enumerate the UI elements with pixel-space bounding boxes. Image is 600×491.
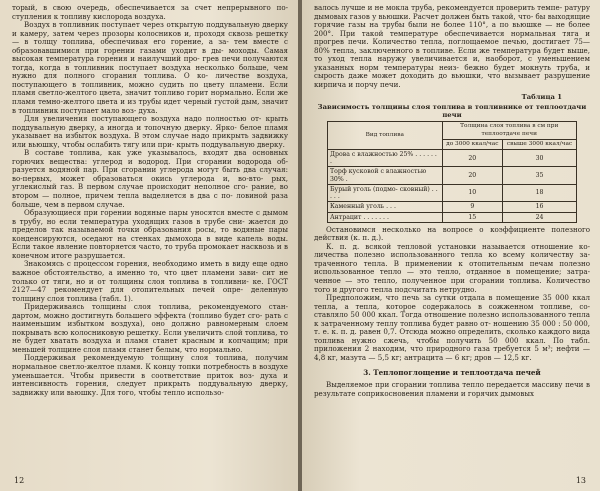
table-row [328, 184, 577, 201]
fuel-thickness-table [327, 121, 577, 222]
paragraph: Для увеличения поступающего воздуха надо полностью от- крыть поддувальную дверку, а иногда и топочную дверку. Ярко- белое пламя указывает на избыток воздуха. В этом случае надо прикрыть задвижку или вьюшку, чтобы ослабить тягу или при- крыть поддувальную дверку. [12, 114, 288, 149]
cell-b: 24 [503, 212, 577, 222]
cell-b: 18 [503, 184, 577, 201]
paragraph: валось лучше и не мокла труба, рекомендуется проверить темпе- ратуру дымовых газов у вьюшки. Расчет должен быть такой, что- бы выходящие горячие газы на трубы были не более 110°, а по вьюшке — не более 200°. При такой температуре обеспечивается нормальная тяга и прогрев печи. Количество тепла, поглощаемое печью, достигает 75—80% тепла, заключенного в топливе. Если же температура будет выше, то уход тепла наружу увеличивается и, наоборот, с уменьшением указанных норм температуры неиз- бежно будет мокнуть труба, и сырость даже может доходить до вьюшки, что вызывает разрушение кирпича и порчу печи. [314, 3, 590, 89]
table-title: Зависимость толщины слоя топлива в топливнике от теплоотдачи печи [317, 103, 587, 120]
cell-b: 16 [503, 202, 577, 212]
cell-fuel: Антрацит . . . . . . . [328, 212, 443, 222]
right-page-body-top [314, 4, 590, 89]
cell-a: 20 [442, 150, 503, 167]
paragraph: Выделяемое при сгорании топлива тепло передается массиву печи в результате соприкосновения пламени и горячих дымовых [314, 380, 590, 398]
section-heading: 3. Теплопоглощение и теплоотдача печей [363, 368, 541, 378]
table-header-b: свыше 3000 ккал/час [503, 139, 577, 149]
paragraph: Знакомясь с процессом горения, необходимо иметь в виду еще одно важное обстоятельство, а именно то, что цвет пламени зави- сит не только от тяги, но и от толщины слоя топлива в топливни- ке. ГОСТ 2127—47 рекомендует для отопительных печей опре- деленную толщину слоя топлива (табл. 1). [12, 259, 288, 303]
table-label: Таблица 1 [521, 93, 562, 102]
cell-fuel: Торф кусковой с влажностью 30% . [328, 167, 443, 184]
cell-b: 35 [503, 167, 577, 184]
paragraph: Придерживаясь толщины слоя топлива, рекомендуемого стан- дартом, можно достигнуть большего эффекта (топливо будет сго- рать с наименьшим избытком воздуха), оно должно равномерным слоем покрывать всю колосниковую решетку. Если увеличить слой топлива, то не будет хватать воздуха и пламя станет красным и копчащим; при меньшей толщине слоя пламя станет белым, что нормально. [12, 302, 288, 354]
paragraph: Воздух в топливник поступает через открытую поддувальную дверку и камеру, затем через прозоры колосников и, проходя сквозь решетку — в толщу топлива, обеспечивая его горение, а за- тем вместе с образовавшимися при горении газами уходит в ды- моходы. Самая высокая температура горения и наилучший про- грев печи получаются тогда, когда в топливник поступает воздуха несколько больше, чем нужно для полного сгорания топлива. О ко- личестве воздуха, поступающего в топливник, можно судить по цвету пламени. Если пламя светло-желтого цвета, значит топливо горит нормально. Если же пламя темно-желтого цвета и из трубы идет черный густой дым, значит в топливник поступает мало воз- духа. [12, 20, 288, 115]
paragraph: торый, в свою очередь, обеспечивается за счет непрерывного по- ступления к топливу кислорода воздуха. [12, 3, 288, 21]
cell-a: 9 [442, 202, 503, 212]
cell-a: 10 [442, 184, 503, 201]
paragraph: Образующиеся при горении водяные пары уносятся вместе с дымом в трубу, но если температура уходящих газов в трубе сни- жается до пределов так называемой точки образования росы, то водяные пары конденсируются, оседают на стенках дымохода в виде капель воды. Если такое явление повторяется часто, то труба промокает насквозь и в конечном итоге разрушается. [12, 208, 288, 260]
table-header-a: до 3000 ккал/час [442, 139, 503, 149]
paragraph: В составе топлива, как уже указывалось, входят два основных горючих вещества: углерод и водород. При сгорании водорода об- разуется водяной пар. При сгорании углерода могут быть два случая: во-первых, может образоваться окись углерода и, во-вто- рых, углекислый газ. В первом случае происходит неполное сго- рание, во втором — полное, причем тепла выделяется в два с по- ловиной раза больше, чем в первом случае. [12, 148, 288, 209]
table-1 [314, 93, 590, 222]
cell-fuel: Дрова с влажностью 25% . . . . . . . [328, 150, 443, 167]
cell-a: 20 [442, 167, 503, 184]
right-page [300, 0, 600, 491]
page-number-right: 13 [575, 476, 586, 485]
table-row [328, 202, 577, 212]
table-body [328, 150, 577, 223]
cell-b: 30 [503, 150, 577, 167]
table-row [328, 212, 577, 222]
left-page-body [12, 4, 288, 397]
table-row [328, 150, 577, 167]
paragraph: Предположим, что печь за сутки отдала в помещение 35 000 ккал тепла, а тепла, которое содержалось в сожженном топливе, со- ставляло 50 000 ккал. Тогда отношение полезно использованного тепла к затраченному теплу топлива будет равно от- ношению 35 000 : 50 000, т. е. к. п. д. равен 0,7. Отсюда можно определить, сколько каждого вида топлива нужно сжечь, чтобы получить 50 000 ккал. По табл. приложения 2 находим, что природного газа требуется 5 м³; нефти — 4,8 кг, мазута — 5,5 кг; антрацита — 6 кг; дров — 12,5 кг. [314, 293, 590, 362]
right-page-body-bottom [314, 381, 590, 398]
cell-fuel: Бурый уголь (подмо- сковный) . . . . . [328, 184, 443, 201]
table-row [328, 167, 577, 184]
page-number-left: 12 [14, 476, 25, 485]
cell-a: 15 [442, 212, 503, 222]
book-gutter [298, 0, 302, 491]
right-page-body-mid [314, 226, 590, 363]
cell-fuel: Каменный уголь . . . [328, 202, 443, 212]
table-header-fuel: Вид топлива [328, 122, 443, 150]
paragraph: Поддерживая рекомендуемую толщину слоя топлива, получим нормальное светло-желтое пламя. К концу топки потребность в воздухе уменьшается. Чтобы привести в соответствие приток воз- духа и интенсивность горения, следует прикрыть поддувальную дверку, задвижку или вьюшку. Для того, чтобы тепло использо- [12, 353, 288, 397]
table-header-group: Толщина слоя топлива в см при теплоотдаче печи [442, 122, 576, 139]
paragraph: К. п. д. всякой тепловой установки называется отношение ко- личества полезно использованного тепла ко всему количеству за- траченного тепла. В применении к отопительным печам полезно использованное тепло — это тепло, отданное в помещение; затра- ченное — это тепло, полученное при сгорании топлива. Количество того и другого тепла подсчитать нетрудно. [314, 241, 590, 294]
paragraph: Остановимся несколько на вопросе о коэффициенте полезного действия (к. п. д.). [314, 224, 590, 243]
